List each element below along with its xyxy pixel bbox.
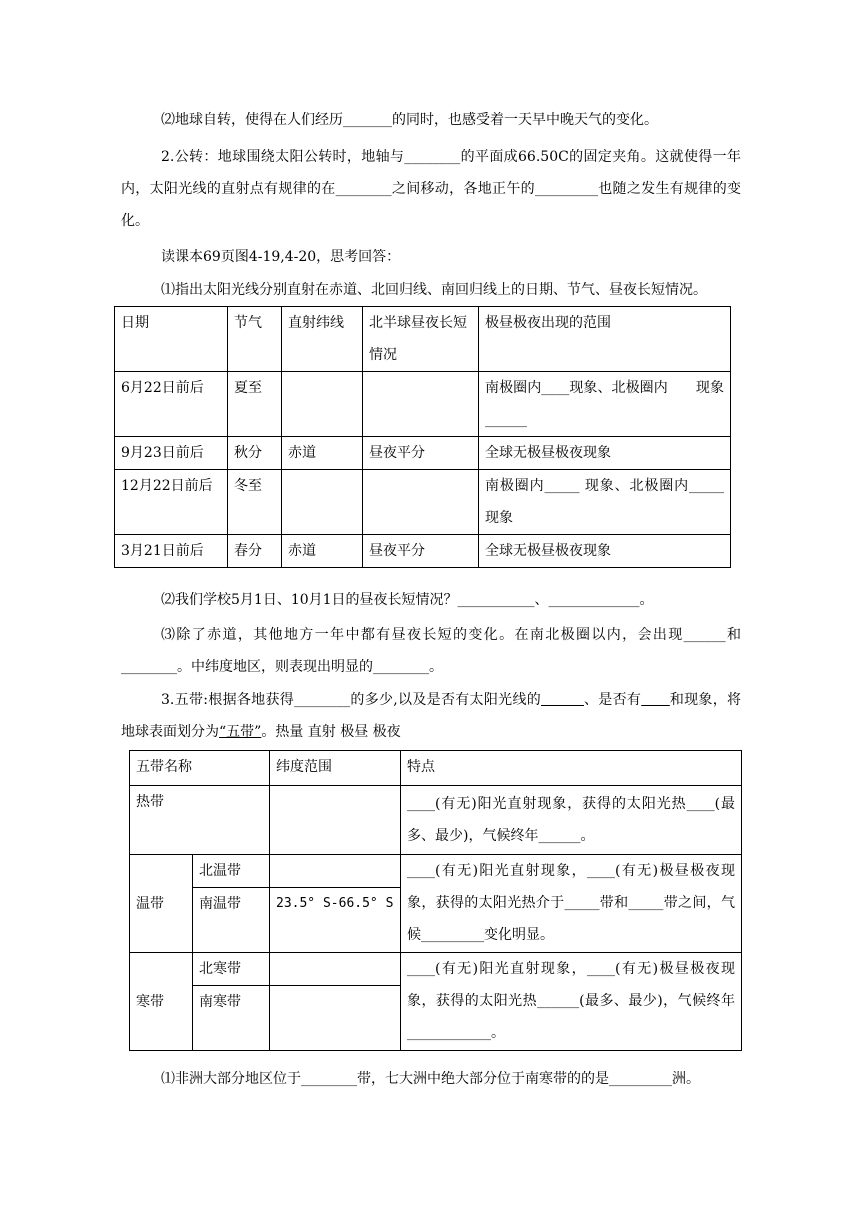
cell: 全球无极昼极夜现象 — [479, 535, 731, 568]
table-row-hot — [130, 786, 742, 855]
table-header-row — [130, 751, 742, 786]
table-header-row — [115, 307, 731, 372]
cell: 春分 — [228, 535, 282, 568]
header-solar-term: 节气 — [228, 307, 282, 372]
cell — [363, 372, 479, 437]
table-row-temperate-north — [130, 855, 742, 888]
text: 。热量 直射 极昼 极夜 — [261, 724, 401, 740]
paragraph-question-1: ⑴指出太阳光线分别直射在赤道、北回归线、南回归线上的日期、节气、昼夜长短情况。 — [161, 282, 707, 298]
zone-north-cold: 北寒带 — [193, 953, 270, 986]
cell: 全球无极昼极夜现象 — [479, 437, 731, 470]
five-zones-table — [129, 750, 742, 1051]
cell: 秋分 — [228, 437, 282, 470]
text: 、是否有 — [583, 692, 642, 708]
paragraph-five-zones — [121, 684, 741, 748]
paragraph-rotation: ⑵地球自转，使得在人们经历_______的同时，也感受着一天早中晚天气的变化。 — [161, 112, 658, 128]
feature-temperate: ____(有无)阳光直射现象，____(有无)极昼极夜现象，获得的太阳光热介于_____带和_____带之间，气候_________变化明显。 — [401, 855, 742, 953]
range-south-temperate: 23.5° S-66.5° S — [270, 888, 401, 953]
table-row — [115, 372, 731, 437]
header-features: 特点 — [401, 751, 742, 786]
cell: 赤道 — [282, 535, 363, 568]
header-latitude-range: 纬度范围 — [270, 751, 401, 786]
cell: 昼夜平分 — [363, 535, 479, 568]
table-row — [115, 437, 731, 470]
header-direct-latitude: 直射纬线 — [282, 307, 363, 372]
cell — [282, 470, 363, 535]
paragraph-question-3: ⑶除了赤道，其他地方一年中都有昼夜长短的变化。在南北极圈以内，会出现______和________。中纬度地区，则表现出明显的________。 — [121, 627, 741, 675]
paragraph-revolution: 2.公转：地球围绕太阳公转时，地轴与________的平面成66.50C的固定夹角。这就使得一年内，太阳光线的直射点有规律的在________之间移动，各地正午的_________也随之发生有规律的变化。 — [121, 149, 741, 229]
cell: 南极圈内_____ 现象、北极圈内_____现象 — [479, 470, 731, 535]
table-row — [115, 470, 731, 535]
paragraph-reading: 读课本69页图4-19,4-20，思考回答： — [161, 249, 401, 265]
zone-north-temperate: 北温带 — [193, 855, 270, 888]
feature-hot: ____(有无)阳光直射现象，获得的太阳光热____(最多、最少)，气候终年______。 — [401, 786, 742, 855]
cell — [270, 986, 401, 1051]
text: 3.五带:根据各地获得________的多少,以及是否有太阳光线的 — [161, 692, 542, 708]
zone-cold: 寒带 — [130, 953, 193, 1051]
cell: 12月22日前后 — [115, 470, 228, 535]
zone-south-temperate: 南温带 — [193, 888, 270, 953]
cell: 3月21日前后 — [115, 535, 228, 568]
cell — [270, 953, 401, 986]
cell: 昼夜平分 — [363, 437, 479, 470]
zone-temperate: 温带 — [130, 855, 193, 953]
solar-terms-table — [114, 306, 731, 568]
blank — [541, 692, 584, 708]
cell: 赤道 — [282, 437, 363, 470]
table-row-cold-north — [130, 953, 742, 986]
header-date: 日期 — [115, 307, 228, 372]
text: 和现象，将地球表面划分为 — [121, 692, 742, 740]
header-day-night: 北半球昼夜长短情况 — [363, 307, 479, 372]
zone-south-cold: 南寒带 — [193, 986, 270, 1051]
paragraph-question-africa: ⑴非洲大部分地区位于________带，七大洲中绝大部分位于南寒带的的是_________洲。 — [161, 1071, 700, 1087]
cell: 9月23日前后 — [115, 437, 228, 470]
cell: 南极圈内____现象、北极圈内 现象______ — [479, 372, 731, 437]
cell — [363, 470, 479, 535]
paragraph-question-2: ⑵我们学校5月1日、10月1日的昼夜长短情况？___________、_____________。 — [161, 592, 654, 608]
cell — [282, 372, 363, 437]
feature-cold: ____(有无)阳光直射现象，____(有无)极昼极夜现象，获得的太阳光热______(最多、最少)，气候终年____________。 — [401, 953, 742, 1051]
five-zones-term: “五带” — [219, 724, 262, 740]
cell: 6月22日前后 — [115, 372, 228, 437]
header-zone-name: 五带名称 — [130, 751, 270, 786]
table-row — [115, 535, 731, 568]
blank — [641, 692, 670, 708]
header-polar-range: 极昼极夜出现的范围 — [479, 307, 731, 372]
cell: 冬至 — [228, 470, 282, 535]
zone-hot: 热带 — [130, 786, 270, 855]
cell — [270, 855, 401, 888]
cell: 夏至 — [228, 372, 282, 437]
cell — [270, 786, 401, 855]
